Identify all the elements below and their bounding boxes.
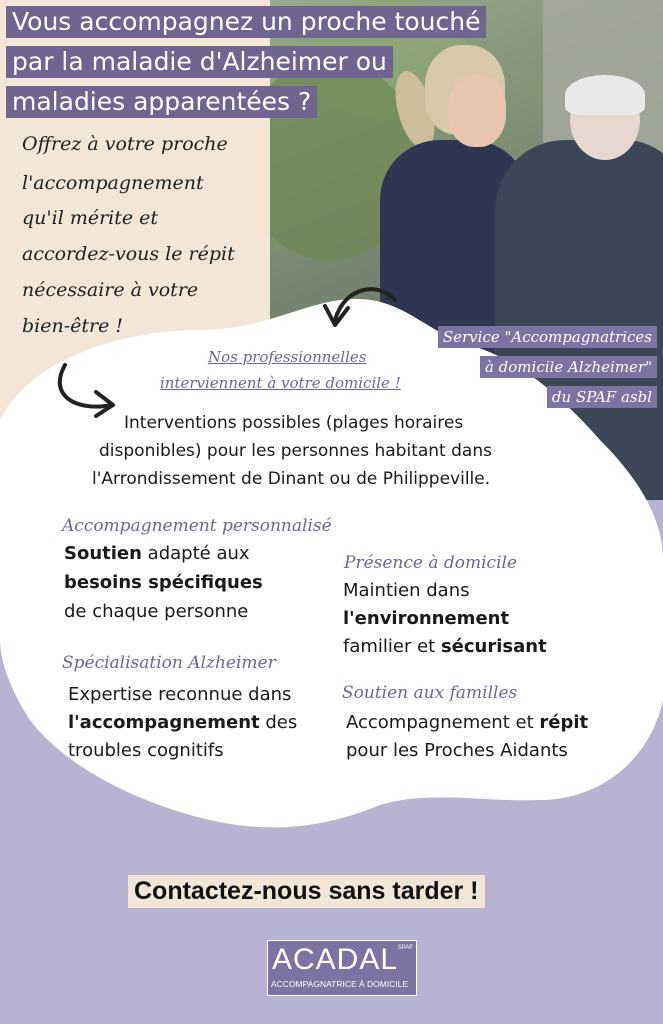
section-title-specialisation: Spécialisation Alzheimer bbox=[62, 653, 276, 673]
bold-text: Soutien bbox=[64, 543, 142, 564]
logo-wordmark: ACADAL bbox=[272, 943, 399, 976]
section-title-accompagnement: Accompagnement personnalisé bbox=[62, 516, 332, 536]
headline-line: par la maladie d'Alzheimer ou bbox=[6, 46, 393, 78]
bold-text: besoins spécifiques bbox=[64, 572, 263, 593]
bold-text: répit bbox=[539, 712, 589, 733]
logo-subtitle: ACCOMPAGNATRICE À DOMICILE bbox=[271, 979, 409, 989]
section-text-line bbox=[343, 636, 547, 657]
logo-tag: SPAF bbox=[397, 945, 413, 951]
section-title-presence: Présence à domicile bbox=[344, 553, 518, 573]
section-text-line: troubles cognitifs bbox=[68, 740, 224, 761]
regular-text: adapté aux bbox=[141, 543, 250, 564]
intro-line: l'accompagnement bbox=[22, 172, 204, 194]
intro-line: qu'il mérite et bbox=[22, 207, 159, 229]
contact-call-to-action: Contactez-nous sans tarder ! bbox=[128, 875, 485, 908]
bold-text: l'environnement bbox=[343, 608, 510, 629]
regular-text: des bbox=[259, 712, 298, 733]
section-text-line bbox=[346, 712, 588, 733]
section-text-line: Expertise reconnue dans bbox=[68, 684, 292, 705]
intro-line: bien-être ! bbox=[22, 315, 124, 337]
service-caption-line: du SPAF asbl bbox=[547, 386, 657, 408]
service-caption-line: à domicile Alzheimer" bbox=[480, 356, 657, 378]
section-text-line bbox=[64, 543, 250, 564]
intro-line: Offrez à votre proche bbox=[22, 133, 228, 155]
section-text-line: pour les Proches Aidants bbox=[346, 740, 568, 761]
section-title-familles: Soutien aux familles bbox=[342, 683, 518, 703]
headline-line: Vous accompagnez un proche touché bbox=[6, 6, 486, 38]
regular-text: familier et bbox=[343, 636, 441, 657]
interventions-line: disponibles) pour les personnes habitant dans bbox=[99, 441, 492, 461]
section-text-line: Maintien dans bbox=[343, 580, 470, 601]
bold-text: sécurisant bbox=[440, 636, 547, 657]
acadal-logo bbox=[267, 940, 417, 996]
section-text-line: de chaque personne bbox=[64, 601, 249, 622]
bold-text: l'accompagnement bbox=[68, 712, 260, 733]
section-text-line bbox=[64, 572, 263, 593]
intro-line: accordez-vous le répit bbox=[22, 243, 235, 265]
section-text-line bbox=[343, 608, 509, 629]
service-caption-line: Service "Accompagnatrices bbox=[438, 326, 657, 348]
interventions-line: Interventions possibles (plages horaires bbox=[124, 413, 464, 433]
regular-text: Accompagnement et bbox=[346, 712, 540, 733]
interventions-line: l'Arrondissement de Dinant ou de Philippeville. bbox=[92, 469, 491, 489]
headline-line: maladies apparentées ? bbox=[6, 86, 317, 118]
professionals-line: interviennent à votre domicile ! bbox=[160, 374, 401, 392]
intro-line: nécessaire à votre bbox=[22, 279, 199, 301]
section-text-line bbox=[68, 712, 297, 733]
professionals-line: Nos professionnelles bbox=[208, 348, 367, 366]
